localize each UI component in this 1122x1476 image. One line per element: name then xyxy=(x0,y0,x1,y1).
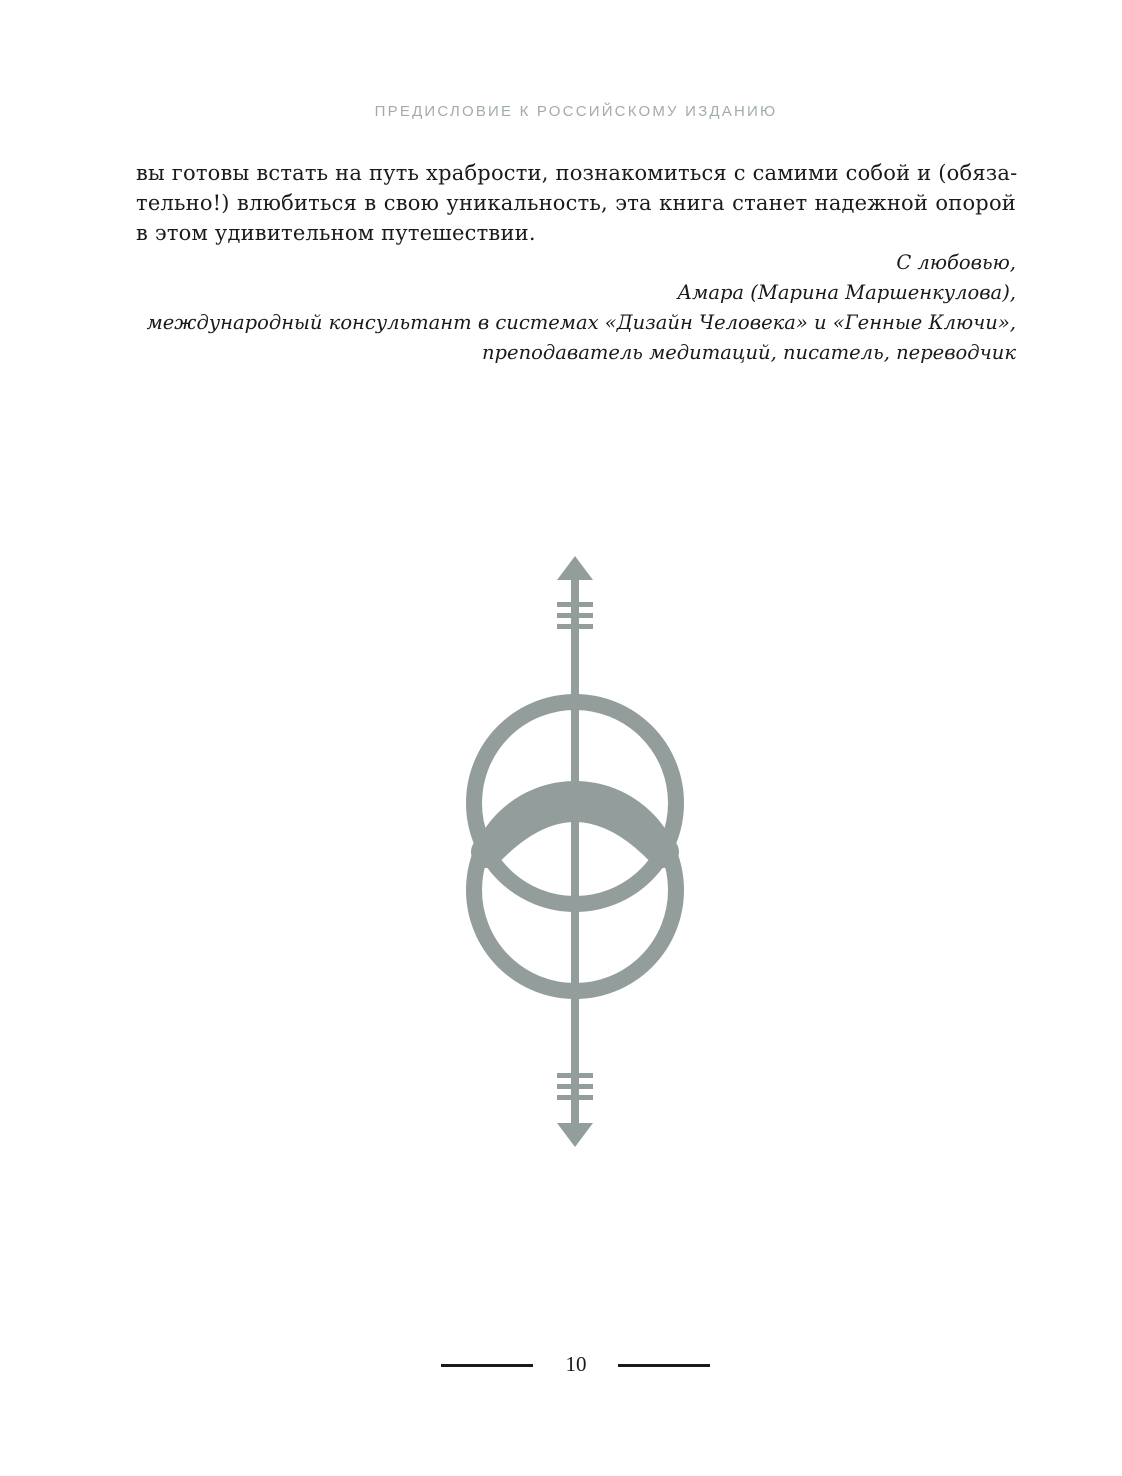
body-paragraph xyxy=(136,158,1016,248)
page-footer xyxy=(0,1352,1122,1384)
footer-rule-right xyxy=(618,1364,710,1367)
body-line: в этом удивительном путешествии. xyxy=(136,221,536,245)
signature-author: Амара (Марина Маршенкулова), xyxy=(677,281,1016,304)
page-number: 10 xyxy=(565,1352,587,1376)
body-line: тельно!) влюбиться в свою уникальность, эта книга станет надежной опорой xyxy=(136,191,1016,215)
double-ring-arrow-emblem-icon xyxy=(437,540,717,1160)
signature-role: международный консультант в системах «Дизайн Человека» и «Генные Ключи», xyxy=(146,311,1016,334)
body-line: вы готовы встать на путь храбрости, познакомиться с самими собой и (обяза- xyxy=(136,161,1018,185)
signature-occupations: преподаватель медитаций, писатель, переводчик xyxy=(482,341,1016,364)
running-head: ПРЕДИСЛОВИЕ К РОССИЙСКОМУ ИЗДАНИЮ xyxy=(374,103,778,120)
signature-closing: С любовью, xyxy=(896,251,1016,274)
footer-rule-left xyxy=(441,1364,533,1367)
signature-block xyxy=(136,248,1016,368)
